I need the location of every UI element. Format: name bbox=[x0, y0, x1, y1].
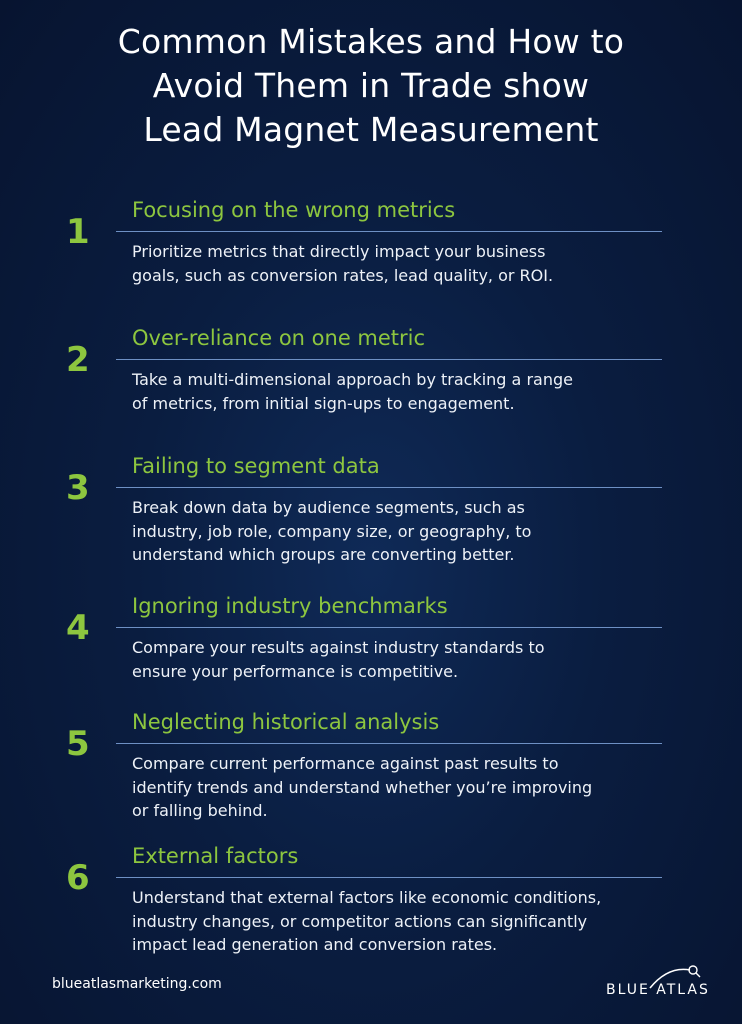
mistake-item-2 bbox=[0, 326, 742, 454]
mistake-item-6 bbox=[0, 844, 742, 972]
item-number: 5 bbox=[66, 724, 90, 764]
item-description bbox=[132, 368, 660, 415]
item-description bbox=[132, 636, 660, 683]
divider bbox=[116, 359, 662, 360]
desc-line: Take a multi-dimensional approach by tracking a range bbox=[132, 370, 573, 389]
item-number: 1 bbox=[66, 212, 90, 252]
mistake-item-4 bbox=[0, 594, 742, 710]
mistake-item-1 bbox=[0, 198, 742, 326]
desc-line: ensure your performance is competitive. bbox=[132, 661, 459, 681]
desc-line: identify trends and understand whether you’re improving bbox=[132, 777, 593, 797]
item-heading: Failing to segment data bbox=[132, 454, 380, 478]
desc-line: Understand that external factors like economic conditions, bbox=[132, 888, 602, 907]
desc-line: Compare current performance against past results to bbox=[132, 754, 559, 773]
item-number: 3 bbox=[66, 468, 90, 508]
page-title bbox=[0, 20, 742, 152]
item-description bbox=[132, 496, 660, 567]
desc-line: or falling behind. bbox=[132, 801, 268, 820]
desc-line: understand which groups are converting better. bbox=[132, 545, 515, 564]
title-line-3: Lead Magnet Measurement bbox=[143, 110, 599, 149]
website-link[interactable]: blueatlasmarketing.com bbox=[52, 976, 222, 992]
divider bbox=[116, 877, 662, 878]
title-line-2: Avoid Them in Trade show bbox=[152, 66, 590, 105]
item-description bbox=[132, 752, 660, 823]
divider bbox=[116, 743, 662, 744]
item-number: 2 bbox=[66, 340, 90, 380]
mistake-item-3 bbox=[0, 454, 742, 594]
logo-text: BLUE ATLAS bbox=[606, 982, 710, 998]
mistakes-list bbox=[0, 198, 742, 972]
title-line-1: Common Mistakes and How to bbox=[117, 22, 625, 61]
item-description bbox=[132, 240, 660, 287]
mistake-item-5 bbox=[0, 710, 742, 844]
item-heading: Over-reliance on one metric bbox=[132, 326, 426, 350]
desc-line: Prioritize metrics that directly impact your business bbox=[132, 242, 546, 261]
divider bbox=[116, 627, 662, 628]
desc-line: Compare your results against industry standards to bbox=[132, 638, 545, 657]
item-heading: External factors bbox=[132, 844, 299, 868]
item-description bbox=[132, 886, 660, 957]
desc-line: Break down data by audience segments, such as bbox=[132, 498, 525, 517]
desc-line: goals, such as conversion rates, lead quality, or ROI. bbox=[132, 265, 554, 285]
blue-atlas-logo bbox=[606, 968, 710, 998]
divider bbox=[116, 231, 662, 232]
desc-line: impact lead generation and conversion rates. bbox=[132, 935, 498, 954]
item-number: 4 bbox=[66, 608, 90, 648]
desc-line: of metrics, from initial sign-ups to engagement. bbox=[132, 393, 515, 413]
desc-line: industry changes, or competitor actions can significantly bbox=[132, 911, 588, 931]
divider bbox=[116, 487, 662, 488]
item-heading: Ignoring industry benchmarks bbox=[132, 594, 448, 618]
item-heading: Neglecting historical analysis bbox=[132, 710, 440, 734]
desc-line: industry, job role, company size, or geography, to bbox=[132, 521, 532, 541]
item-number: 6 bbox=[66, 858, 90, 898]
item-heading: Focusing on the wrong metrics bbox=[132, 198, 456, 222]
